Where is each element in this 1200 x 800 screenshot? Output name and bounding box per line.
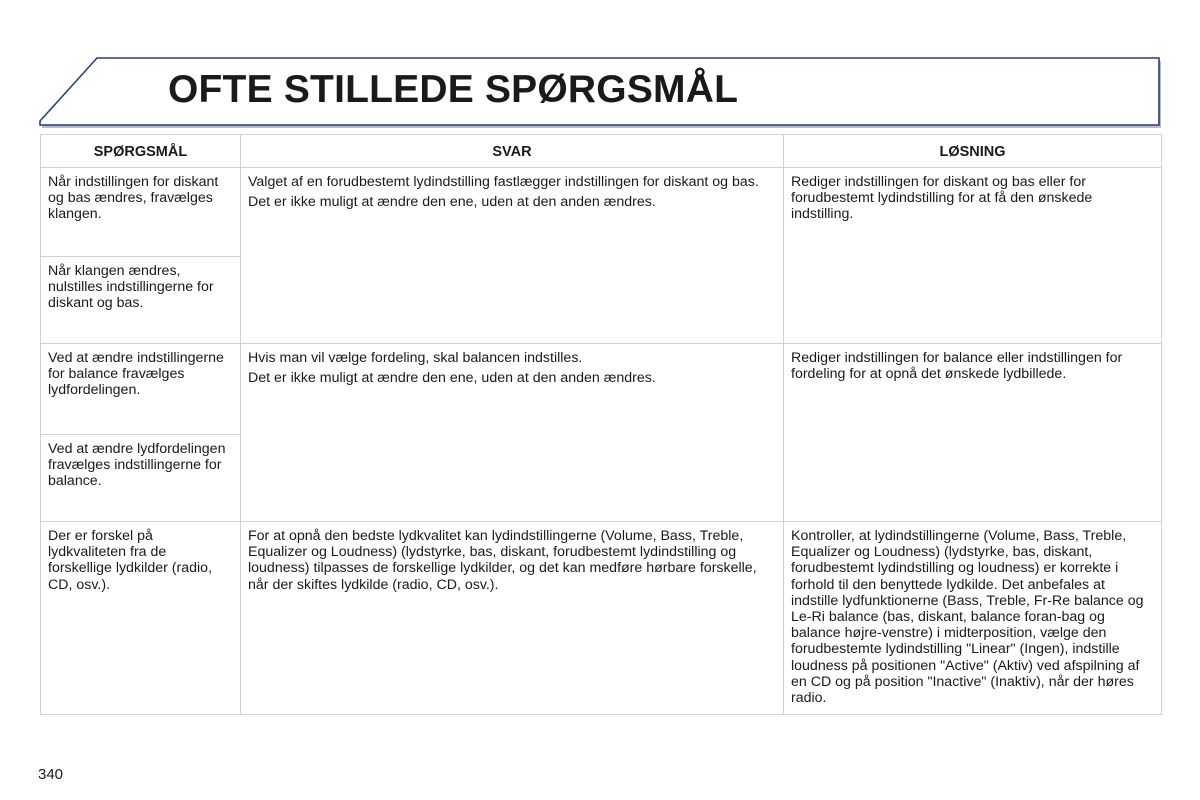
table-row (41, 168, 1162, 257)
solution-cell (784, 522, 1162, 715)
header-answer: SVAR (241, 135, 784, 168)
question-text: Ved at ændre indstillingerne for balance fravælges lydfordelingen. (48, 350, 224, 399)
answer-text: Hvis man vil vælge fordeling, skal balancen indstilles. (248, 350, 583, 366)
answer-cell (241, 522, 784, 715)
table-row (41, 522, 1162, 715)
question-cell (41, 344, 241, 435)
table-row (41, 344, 1162, 435)
solution-text: Rediger indstillingen for balance eller indstillingen for fordeling for at opnå det ønskede lydbillede. (791, 350, 1123, 383)
answer-text: Det er ikke muligt at ændre den ene, uden at den anden ændres. (248, 370, 656, 387)
answer-text: Valget af en forudbestemt lydindstilling fastlægger indstillingen for diskant og bas. (248, 174, 759, 190)
answer-cell (241, 344, 784, 522)
solution-text: Kontroller, at lydindstillingerne (Volume, Bass, Treble, Equalizer og Loudness) (lydstyrke, bas, diskant, forudbestemt lydindstilling og loudness) er korrekte i forhold til den benyttede lydkilde. Det anbefales at indstille lydfunktionerne (Bass, Treble, Fr-Re balance og Le-Ri balance (bas, diskant, balance foran-bag og balance højre-venstre) i midterposition, vælge den forudbestemte lydindstilling "Linear" (Ingen), indstille loudness på positionen "Active" (Aktiv) ved afspilning af en CD og på position "Inactive" (Inaktiv), når der høres radio. (791, 528, 1144, 707)
page-number: 340 (38, 766, 64, 783)
question-cell (41, 435, 241, 522)
solution-cell (784, 168, 1162, 344)
header-solution: LØSNING (784, 135, 1162, 168)
solution-text: Rediger indstillingen for diskant og bas eller for forudbestemt lydindstilling for at få den ønskede indstilling. (791, 174, 1093, 223)
answer-text: For at opnå den bedste lydkvalitet kan lydindstillingerne (Volume, Bass, Treble, Equalizer og Loudness) (lydstyrke, bas, diskant, forudbestemt lydindstilling og loudness) tilpasses de forskellige lydkilder, og det kan medføre hørbare forskelle, når der skiftes lydkilde (radio, CD, osv.). (248, 528, 757, 593)
question-cell (41, 168, 241, 257)
answer-cell (241, 168, 784, 344)
header-question: SPØRGSMÅL (41, 135, 241, 168)
faq-table (40, 134, 1162, 715)
question-text: Ved at ændre lydfordelingen fravælges indstillingerne for balance. (48, 441, 226, 490)
question-text: Når klangen ændres, nulstilles indstillingerne for diskant og bas. (48, 263, 214, 312)
table-header-row (41, 135, 1162, 168)
page-title: OFTE STILLEDE SPØRGSMÅL (168, 68, 739, 111)
question-cell (41, 522, 241, 715)
question-text: Når indstillingen for diskant og bas ændres, fravælges klangen. (48, 174, 219, 223)
answer-text: Det er ikke muligt at ændre den ene, uden at den anden ændres. (248, 194, 656, 211)
question-text: Der er forskel på lydkvaliteten fra de forskellige lydkilder (radio, CD, osv.). (48, 528, 213, 593)
question-cell (41, 257, 241, 344)
solution-cell (784, 344, 1162, 522)
